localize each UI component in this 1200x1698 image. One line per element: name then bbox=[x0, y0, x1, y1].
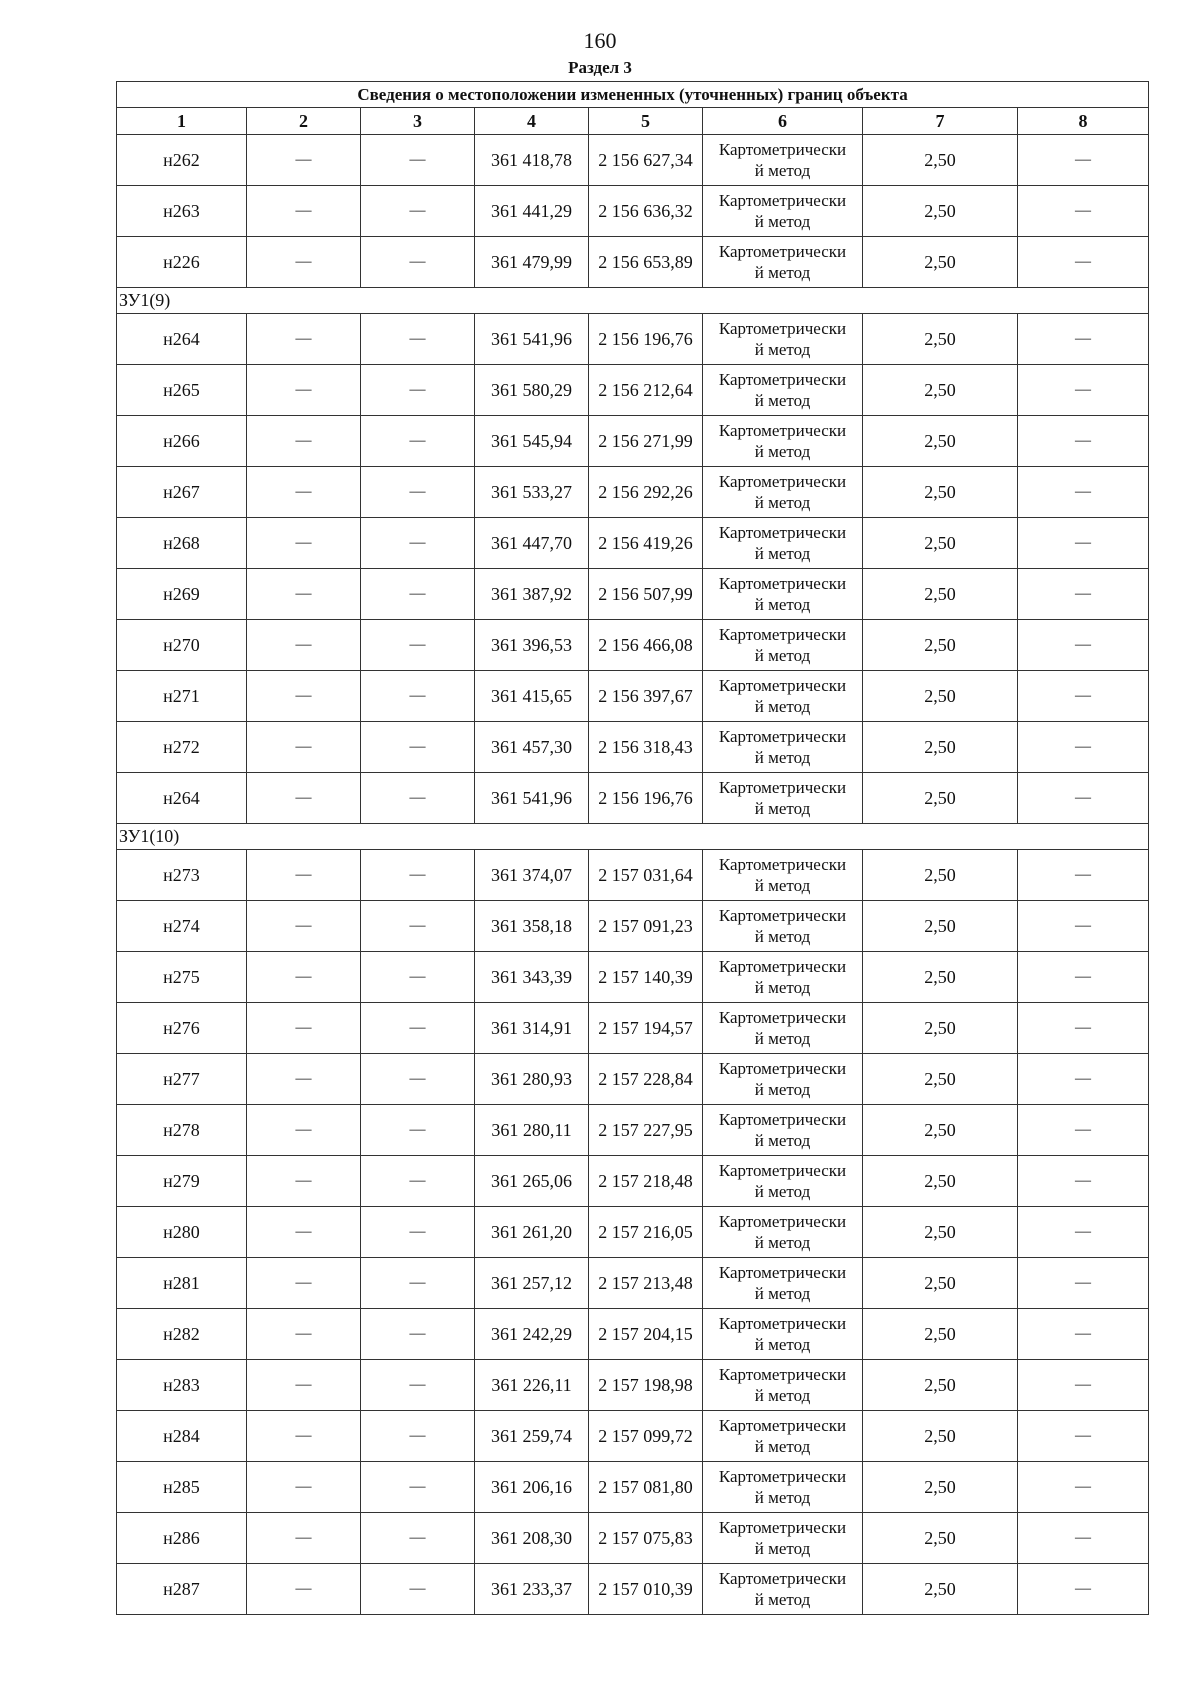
table-row bbox=[117, 1054, 1149, 1105]
y-coordinate-cell: 2 157 213,48 bbox=[589, 1258, 703, 1309]
table-row bbox=[117, 467, 1149, 518]
method-cell: Картометрически й метод bbox=[703, 135, 863, 186]
method-cell: Картометрически й метод bbox=[703, 1462, 863, 1513]
y-coordinate-cell: 2 157 091,23 bbox=[589, 901, 703, 952]
y-coordinate-cell: 2 156 419,26 bbox=[589, 518, 703, 569]
x-coordinate-cell: 361 396,53 bbox=[475, 620, 589, 671]
y-coordinate-cell: 2 157 099,72 bbox=[589, 1411, 703, 1462]
table-row bbox=[117, 1105, 1149, 1156]
accuracy-cell: 2,50 bbox=[863, 901, 1018, 952]
col2-cell: — bbox=[247, 671, 361, 722]
point-id-cell: н267 bbox=[117, 467, 247, 518]
point-id-cell: н276 bbox=[117, 1003, 247, 1054]
col8-cell: — bbox=[1018, 237, 1149, 288]
col2-cell: — bbox=[247, 722, 361, 773]
y-coordinate-cell: 2 157 216,05 bbox=[589, 1207, 703, 1258]
accuracy-cell: 2,50 bbox=[863, 1207, 1018, 1258]
method-cell: Картометрически й метод bbox=[703, 518, 863, 569]
point-id-cell: н286 bbox=[117, 1513, 247, 1564]
table-row bbox=[117, 773, 1149, 824]
method-cell: Картометрически й метод bbox=[703, 620, 863, 671]
method-cell: Картометрически й метод bbox=[703, 952, 863, 1003]
method-cell: Картометрически й метод bbox=[703, 1309, 863, 1360]
table-row bbox=[117, 1207, 1149, 1258]
x-coordinate-cell: 361 259,74 bbox=[475, 1411, 589, 1462]
column-number-header: 1 bbox=[117, 108, 247, 135]
col3-cell: — bbox=[361, 1105, 475, 1156]
accuracy-cell: 2,50 bbox=[863, 365, 1018, 416]
table-row bbox=[117, 416, 1149, 467]
page-number: 160 bbox=[583, 28, 617, 53]
point-id-cell: н262 bbox=[117, 135, 247, 186]
col8-cell: — bbox=[1018, 135, 1149, 186]
table-row bbox=[117, 952, 1149, 1003]
col3-cell: — bbox=[361, 467, 475, 518]
x-coordinate-cell: 361 208,30 bbox=[475, 1513, 589, 1564]
y-coordinate-cell: 2 156 196,76 bbox=[589, 314, 703, 365]
col8-cell: — bbox=[1018, 773, 1149, 824]
accuracy-cell: 2,50 bbox=[863, 1309, 1018, 1360]
column-number-header: 8 bbox=[1018, 108, 1149, 135]
col2-cell: — bbox=[247, 518, 361, 569]
col2-cell: — bbox=[247, 365, 361, 416]
table-row bbox=[117, 671, 1149, 722]
col2-cell: — bbox=[247, 1054, 361, 1105]
group-label: ЗУ1(10) bbox=[117, 824, 1149, 850]
y-coordinate-cell: 2 157 140,39 bbox=[589, 952, 703, 1003]
col3-cell: — bbox=[361, 722, 475, 773]
x-coordinate-cell: 361 314,91 bbox=[475, 1003, 589, 1054]
table-row bbox=[117, 1309, 1149, 1360]
x-coordinate-cell: 361 541,96 bbox=[475, 314, 589, 365]
y-coordinate-cell: 2 156 636,32 bbox=[589, 186, 703, 237]
col8-cell: — bbox=[1018, 569, 1149, 620]
col2-cell: — bbox=[247, 1207, 361, 1258]
table-row bbox=[117, 518, 1149, 569]
accuracy-cell: 2,50 bbox=[863, 773, 1018, 824]
col8-cell: — bbox=[1018, 1360, 1149, 1411]
col3-cell: — bbox=[361, 671, 475, 722]
x-coordinate-cell: 361 533,27 bbox=[475, 467, 589, 518]
method-cell: Картометрически й метод bbox=[703, 850, 863, 901]
col3-cell: — bbox=[361, 569, 475, 620]
x-coordinate-cell: 361 206,16 bbox=[475, 1462, 589, 1513]
col2-cell: — bbox=[247, 467, 361, 518]
method-cell: Картометрически й метод bbox=[703, 1156, 863, 1207]
col3-cell: — bbox=[361, 1513, 475, 1564]
col2-cell: — bbox=[247, 1309, 361, 1360]
col2-cell: — bbox=[247, 773, 361, 824]
table-row bbox=[117, 186, 1149, 237]
point-id-cell: н284 bbox=[117, 1411, 247, 1462]
col2-cell: — bbox=[247, 1411, 361, 1462]
col8-cell: — bbox=[1018, 365, 1149, 416]
boundary-coordinates-table-container bbox=[116, 81, 1148, 1615]
col8-cell: — bbox=[1018, 1564, 1149, 1615]
point-id-cell: н265 bbox=[117, 365, 247, 416]
group-label-row bbox=[117, 824, 1149, 850]
col2-cell: — bbox=[247, 1105, 361, 1156]
x-coordinate-cell: 361 441,29 bbox=[475, 186, 589, 237]
accuracy-cell: 2,50 bbox=[863, 671, 1018, 722]
table-row bbox=[117, 1462, 1149, 1513]
column-number-header: 7 bbox=[863, 108, 1018, 135]
table-row bbox=[117, 135, 1149, 186]
col2-cell: — bbox=[247, 1258, 361, 1309]
table-row bbox=[117, 365, 1149, 416]
y-coordinate-cell: 2 156 212,64 bbox=[589, 365, 703, 416]
method-cell: Картометрически й метод bbox=[703, 722, 863, 773]
accuracy-cell: 2,50 bbox=[863, 1054, 1018, 1105]
x-coordinate-cell: 361 257,12 bbox=[475, 1258, 589, 1309]
accuracy-cell: 2,50 bbox=[863, 186, 1018, 237]
col8-cell: — bbox=[1018, 1105, 1149, 1156]
y-coordinate-cell: 2 157 075,83 bbox=[589, 1513, 703, 1564]
accuracy-cell: 2,50 bbox=[863, 850, 1018, 901]
col8-cell: — bbox=[1018, 671, 1149, 722]
accuracy-cell: 2,50 bbox=[863, 467, 1018, 518]
point-id-cell: н280 bbox=[117, 1207, 247, 1258]
column-number-header: 2 bbox=[247, 108, 361, 135]
point-id-cell: н269 bbox=[117, 569, 247, 620]
col8-cell: — bbox=[1018, 1207, 1149, 1258]
column-number-row bbox=[117, 108, 1149, 135]
group-label-row bbox=[117, 288, 1149, 314]
y-coordinate-cell: 2 156 318,43 bbox=[589, 722, 703, 773]
accuracy-cell: 2,50 bbox=[863, 1462, 1018, 1513]
col8-cell: — bbox=[1018, 1258, 1149, 1309]
y-coordinate-cell: 2 157 204,15 bbox=[589, 1309, 703, 1360]
table-row bbox=[117, 1564, 1149, 1615]
y-coordinate-cell: 2 157 218,48 bbox=[589, 1156, 703, 1207]
col3-cell: — bbox=[361, 1003, 475, 1054]
point-id-cell: н287 bbox=[117, 1564, 247, 1615]
table-row bbox=[117, 850, 1149, 901]
point-id-cell: н264 bbox=[117, 314, 247, 365]
y-coordinate-cell: 2 157 228,84 bbox=[589, 1054, 703, 1105]
col3-cell: — bbox=[361, 314, 475, 365]
accuracy-cell: 2,50 bbox=[863, 237, 1018, 288]
col2-cell: — bbox=[247, 186, 361, 237]
table-row bbox=[117, 1411, 1149, 1462]
x-coordinate-cell: 361 242,29 bbox=[475, 1309, 589, 1360]
y-coordinate-cell: 2 157 198,98 bbox=[589, 1360, 703, 1411]
method-cell: Картометрически й метод bbox=[703, 186, 863, 237]
accuracy-cell: 2,50 bbox=[863, 569, 1018, 620]
col2-cell: — bbox=[247, 850, 361, 901]
accuracy-cell: 2,50 bbox=[863, 416, 1018, 467]
point-id-cell: н273 bbox=[117, 850, 247, 901]
col3-cell: — bbox=[361, 1462, 475, 1513]
y-coordinate-cell: 2 156 397,67 bbox=[589, 671, 703, 722]
accuracy-cell: 2,50 bbox=[863, 620, 1018, 671]
col2-cell: — bbox=[247, 1462, 361, 1513]
table-row bbox=[117, 1156, 1149, 1207]
col8-cell: — bbox=[1018, 518, 1149, 569]
y-coordinate-cell: 2 157 010,39 bbox=[589, 1564, 703, 1615]
y-coordinate-cell: 2 156 196,76 bbox=[589, 773, 703, 824]
accuracy-cell: 2,50 bbox=[863, 135, 1018, 186]
table-body bbox=[117, 135, 1149, 1615]
method-cell: Картометрически й метод bbox=[703, 773, 863, 824]
x-coordinate-cell: 361 280,93 bbox=[475, 1054, 589, 1105]
table-row bbox=[117, 901, 1149, 952]
accuracy-cell: 2,50 bbox=[863, 1360, 1018, 1411]
table-row bbox=[117, 620, 1149, 671]
col8-cell: — bbox=[1018, 952, 1149, 1003]
x-coordinate-cell: 361 580,29 bbox=[475, 365, 589, 416]
col3-cell: — bbox=[361, 1207, 475, 1258]
point-id-cell: н226 bbox=[117, 237, 247, 288]
table-row bbox=[117, 237, 1149, 288]
col2-cell: — bbox=[247, 416, 361, 467]
method-cell: Картометрически й метод bbox=[703, 314, 863, 365]
method-cell: Картометрически й метод bbox=[703, 365, 863, 416]
method-cell: Картометрически й метод bbox=[703, 1105, 863, 1156]
accuracy-cell: 2,50 bbox=[863, 1564, 1018, 1615]
point-id-cell: н271 bbox=[117, 671, 247, 722]
column-number-header: 6 bbox=[703, 108, 863, 135]
point-id-cell: н275 bbox=[117, 952, 247, 1003]
method-cell: Картометрически й метод bbox=[703, 1258, 863, 1309]
y-coordinate-cell: 2 157 194,57 bbox=[589, 1003, 703, 1054]
col3-cell: — bbox=[361, 1564, 475, 1615]
accuracy-cell: 2,50 bbox=[863, 314, 1018, 365]
col3-cell: — bbox=[361, 135, 475, 186]
method-cell: Картометрически й метод bbox=[703, 416, 863, 467]
accuracy-cell: 2,50 bbox=[863, 1513, 1018, 1564]
accuracy-cell: 2,50 bbox=[863, 1258, 1018, 1309]
y-coordinate-cell: 2 157 031,64 bbox=[589, 850, 703, 901]
col8-cell: — bbox=[1018, 314, 1149, 365]
col8-cell: — bbox=[1018, 722, 1149, 773]
method-cell: Картометрически й метод bbox=[703, 569, 863, 620]
col2-cell: — bbox=[247, 1003, 361, 1054]
accuracy-cell: 2,50 bbox=[863, 1411, 1018, 1462]
col8-cell: — bbox=[1018, 620, 1149, 671]
y-coordinate-cell: 2 156 653,89 bbox=[589, 237, 703, 288]
group-label: ЗУ1(9) bbox=[117, 288, 1149, 314]
x-coordinate-cell: 361 280,11 bbox=[475, 1105, 589, 1156]
point-id-cell: н278 bbox=[117, 1105, 247, 1156]
col3-cell: — bbox=[361, 1258, 475, 1309]
x-coordinate-cell: 361 261,20 bbox=[475, 1207, 589, 1258]
method-cell: Картометрически й метод bbox=[703, 1564, 863, 1615]
col3-cell: — bbox=[361, 1156, 475, 1207]
table-caption-row bbox=[117, 82, 1149, 108]
col8-cell: — bbox=[1018, 850, 1149, 901]
col2-cell: — bbox=[247, 620, 361, 671]
method-cell: Картометрически й метод bbox=[703, 1054, 863, 1105]
x-coordinate-cell: 361 479,99 bbox=[475, 237, 589, 288]
point-id-cell: н279 bbox=[117, 1156, 247, 1207]
accuracy-cell: 2,50 bbox=[863, 1156, 1018, 1207]
table-row bbox=[117, 1258, 1149, 1309]
col8-cell: — bbox=[1018, 1309, 1149, 1360]
col3-cell: — bbox=[361, 186, 475, 237]
col3-cell: — bbox=[361, 1309, 475, 1360]
col3-cell: — bbox=[361, 773, 475, 824]
col2-cell: — bbox=[247, 237, 361, 288]
col2-cell: — bbox=[247, 314, 361, 365]
x-coordinate-cell: 361 418,78 bbox=[475, 135, 589, 186]
col3-cell: — bbox=[361, 1360, 475, 1411]
table-row bbox=[117, 569, 1149, 620]
col8-cell: — bbox=[1018, 1003, 1149, 1054]
point-id-cell: н277 bbox=[117, 1054, 247, 1105]
x-coordinate-cell: 361 447,70 bbox=[475, 518, 589, 569]
section-title: Раздел 3 bbox=[568, 58, 632, 77]
y-coordinate-cell: 2 156 466,08 bbox=[589, 620, 703, 671]
point-id-cell: н285 bbox=[117, 1462, 247, 1513]
method-cell: Картометрически й метод bbox=[703, 1411, 863, 1462]
x-coordinate-cell: 361 387,92 bbox=[475, 569, 589, 620]
point-id-cell: н283 bbox=[117, 1360, 247, 1411]
x-coordinate-cell: 361 415,65 bbox=[475, 671, 589, 722]
col8-cell: — bbox=[1018, 1156, 1149, 1207]
col3-cell: — bbox=[361, 850, 475, 901]
col3-cell: — bbox=[361, 1054, 475, 1105]
accuracy-cell: 2,50 bbox=[863, 1105, 1018, 1156]
col8-cell: — bbox=[1018, 467, 1149, 518]
table-row bbox=[117, 314, 1149, 365]
accuracy-cell: 2,50 bbox=[863, 518, 1018, 569]
y-coordinate-cell: 2 157 227,95 bbox=[589, 1105, 703, 1156]
col2-cell: — bbox=[247, 1513, 361, 1564]
col3-cell: — bbox=[361, 1411, 475, 1462]
x-coordinate-cell: 361 545,94 bbox=[475, 416, 589, 467]
col8-cell: — bbox=[1018, 1462, 1149, 1513]
accuracy-cell: 2,50 bbox=[863, 952, 1018, 1003]
col2-cell: — bbox=[247, 1564, 361, 1615]
col8-cell: — bbox=[1018, 186, 1149, 237]
point-id-cell: н266 bbox=[117, 416, 247, 467]
col8-cell: — bbox=[1018, 416, 1149, 467]
col8-cell: — bbox=[1018, 1513, 1149, 1564]
point-id-cell: н268 bbox=[117, 518, 247, 569]
point-id-cell: н264 bbox=[117, 773, 247, 824]
y-coordinate-cell: 2 156 507,99 bbox=[589, 569, 703, 620]
method-cell: Картометрически й метод bbox=[703, 1207, 863, 1258]
x-coordinate-cell: 361 343,39 bbox=[475, 952, 589, 1003]
col8-cell: — bbox=[1018, 901, 1149, 952]
accuracy-cell: 2,50 bbox=[863, 722, 1018, 773]
column-number-header: 3 bbox=[361, 108, 475, 135]
col8-cell: — bbox=[1018, 1411, 1149, 1462]
col2-cell: — bbox=[247, 135, 361, 186]
point-id-cell: н274 bbox=[117, 901, 247, 952]
col3-cell: — bbox=[361, 952, 475, 1003]
x-coordinate-cell: 361 265,06 bbox=[475, 1156, 589, 1207]
column-number-header: 5 bbox=[589, 108, 703, 135]
method-cell: Картометрически й метод bbox=[703, 467, 863, 518]
y-coordinate-cell: 2 156 627,34 bbox=[589, 135, 703, 186]
y-coordinate-cell: 2 156 271,99 bbox=[589, 416, 703, 467]
method-cell: Картометрически й метод bbox=[703, 671, 863, 722]
table-row bbox=[117, 1513, 1149, 1564]
col2-cell: — bbox=[247, 901, 361, 952]
col2-cell: — bbox=[247, 1156, 361, 1207]
x-coordinate-cell: 361 374,07 bbox=[475, 850, 589, 901]
point-id-cell: н263 bbox=[117, 186, 247, 237]
col8-cell: — bbox=[1018, 1054, 1149, 1105]
column-number-header: 4 bbox=[475, 108, 589, 135]
table-row bbox=[117, 1360, 1149, 1411]
col3-cell: — bbox=[361, 901, 475, 952]
table-row bbox=[117, 1003, 1149, 1054]
point-id-cell: н282 bbox=[117, 1309, 247, 1360]
point-id-cell: н270 bbox=[117, 620, 247, 671]
y-coordinate-cell: 2 157 081,80 bbox=[589, 1462, 703, 1513]
method-cell: Картометрически й метод bbox=[703, 237, 863, 288]
method-cell: Картометрически й метод bbox=[703, 1003, 863, 1054]
method-cell: Картометрически й метод bbox=[703, 1360, 863, 1411]
col3-cell: — bbox=[361, 416, 475, 467]
x-coordinate-cell: 361 457,30 bbox=[475, 722, 589, 773]
boundary-coordinates-table bbox=[116, 81, 1149, 1615]
point-id-cell: н272 bbox=[117, 722, 247, 773]
col3-cell: — bbox=[361, 518, 475, 569]
col2-cell: — bbox=[247, 569, 361, 620]
x-coordinate-cell: 361 226,11 bbox=[475, 1360, 589, 1411]
col3-cell: — bbox=[361, 620, 475, 671]
table-caption: Сведения о местоположении измененных (уточненных) границ объекта bbox=[117, 82, 1149, 108]
col3-cell: — bbox=[361, 237, 475, 288]
x-coordinate-cell: 361 233,37 bbox=[475, 1564, 589, 1615]
accuracy-cell: 2,50 bbox=[863, 1003, 1018, 1054]
y-coordinate-cell: 2 156 292,26 bbox=[589, 467, 703, 518]
method-cell: Картометрически й метод bbox=[703, 901, 863, 952]
x-coordinate-cell: 361 358,18 bbox=[475, 901, 589, 952]
col3-cell: — bbox=[361, 365, 475, 416]
col2-cell: — bbox=[247, 1360, 361, 1411]
col2-cell: — bbox=[247, 952, 361, 1003]
table-row bbox=[117, 722, 1149, 773]
point-id-cell: н281 bbox=[117, 1258, 247, 1309]
x-coordinate-cell: 361 541,96 bbox=[475, 773, 589, 824]
method-cell: Картометрически й метод bbox=[703, 1513, 863, 1564]
